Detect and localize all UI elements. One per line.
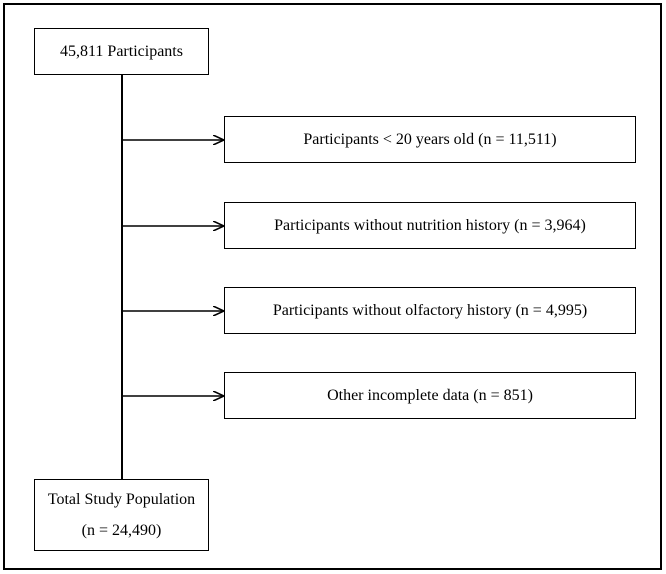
- exclusion-box-label: Participants < 20 years old (n = 11,511): [303, 130, 557, 148]
- exclusion-box-age: [224, 116, 636, 163]
- final-box: [34, 479, 209, 551]
- start-box-label: 45,811 Participants: [60, 42, 183, 60]
- exclusion-box-incomplete: [224, 372, 636, 419]
- exclusion-box-label: Participants without nutrition history (n = 3,964): [274, 216, 586, 234]
- final-box-count: (n = 24,490): [81, 521, 162, 539]
- start-box: [34, 28, 209, 75]
- exclusion-box-label: Other incomplete data (n = 851): [327, 386, 533, 404]
- final-box-title: Total Study Population: [47, 491, 196, 509]
- exclusion-box-nutrition: [224, 202, 636, 249]
- exclusion-box-label: Participants without olfactory history (n = 4,995): [272, 301, 588, 319]
- exclusion-box-olfactory: [224, 287, 636, 334]
